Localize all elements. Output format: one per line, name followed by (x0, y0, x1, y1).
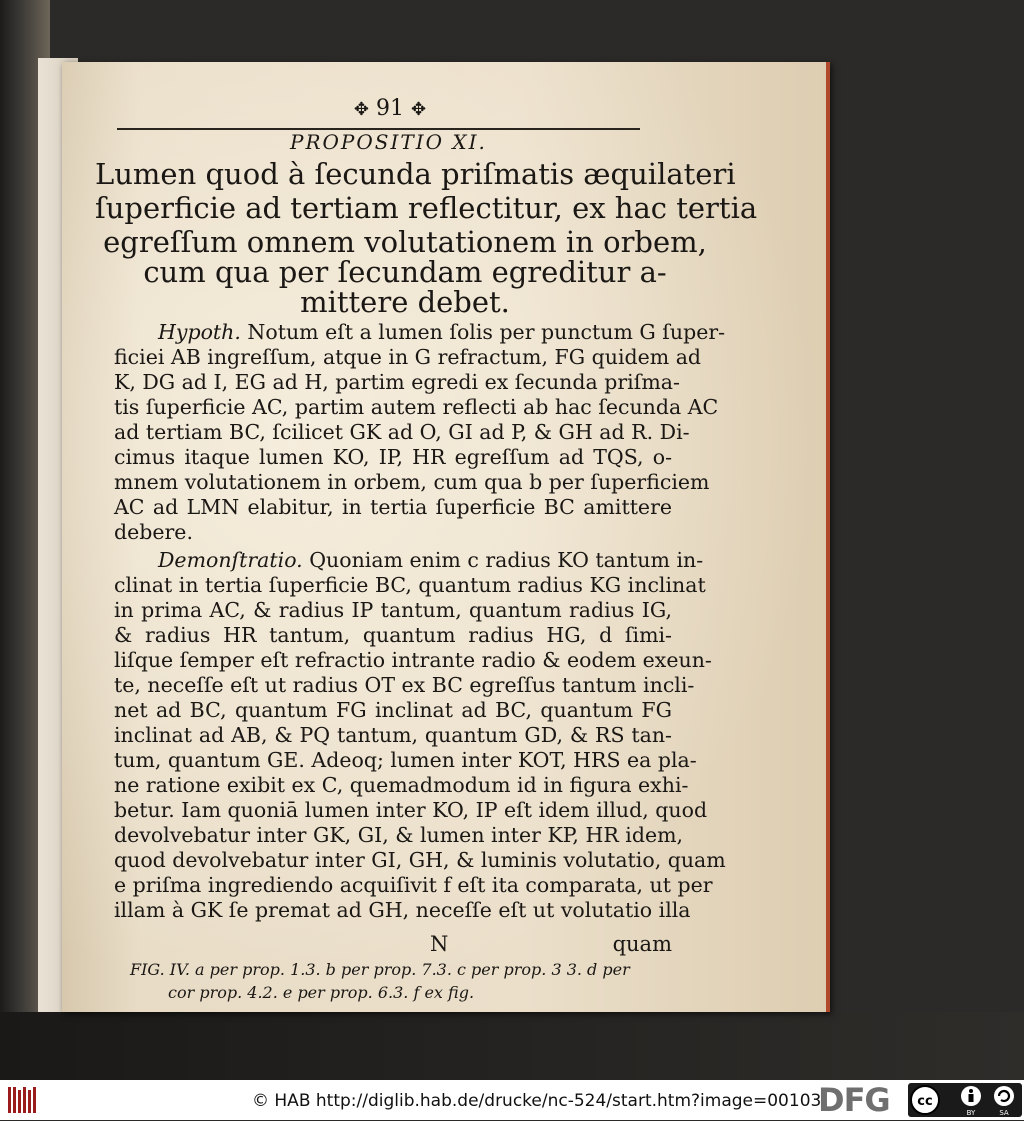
sa-label: SA (999, 1109, 1009, 1117)
hypothesis-first-line: Hypoth. Notum eſt a lumen ſolis per punctum G ſuper- (158, 320, 726, 344)
text-line: te, neceſſe eſt ut radius OT ex BC egreſſus tantum incli- (114, 673, 695, 697)
text-line: betur. Iam quoniā lumen inter KO, IP eſt idem illud, quod (114, 798, 708, 822)
title-line: cum qua per ſecundam egreditur a- (143, 255, 667, 289)
title-line: mittere debet. (300, 285, 510, 319)
text-line: tum, quantum GE. Adeoq; lumen inter KOT, HRS ea pla- (114, 748, 697, 772)
right-ornament-icon: ✥ (411, 99, 427, 120)
text-line: ad tertiam BC, ſcilicet GK ad O, GI ad P, & GH ad R. Di- (114, 420, 690, 444)
text-line: clinat in tertia ſuperficie BC, quantum radius KG inclinat (114, 573, 706, 597)
text-line: inclinat ad AB, & PQ tantum, quantum GD, & RS tan- (114, 723, 672, 747)
text-line: liſque ſemper eſt refractio intrante radio & eodem exeun- (114, 648, 712, 672)
text-line: net ad BC, quantum FG inclinat ad BC, quantum FG (114, 698, 672, 722)
creative-commons-badge[interactable] (908, 1083, 1022, 1117)
viewer-footer (0, 1080, 1024, 1120)
text-line: illam à GK ſe premat ad GH, neceſſe eſt ut volutatio illa (114, 898, 691, 922)
text-line: & radius HR tantum, quantum radius HG, d ſimi- (114, 623, 672, 647)
dfg-logo: DFG (818, 1081, 890, 1119)
text-line: in prima AC, & radius IP tantum, quantum radius IG, (114, 598, 672, 622)
catchword: quam (612, 932, 672, 956)
footnote-line: cor prop. 4.2. e per prop. 6.3. f ex fig. (168, 983, 475, 1002)
page-red-edge (826, 62, 830, 1012)
text-line: ficiei AB ingreſſum, atque in G refractum, FG quidem ad (114, 345, 702, 369)
proposition-heading: PROPOSITIO XI. (290, 130, 487, 154)
text-line: ne ratione exibit ex C, quemadmodum id in figura exhi- (114, 773, 689, 797)
by-label: BY (966, 1109, 976, 1117)
text-line: devolvebatur inter GK, GI, & lumen inter KP, HR idem, (114, 823, 684, 847)
catchword-row (114, 932, 672, 956)
text-line: quod devolvebatur inter GI, GH, & luminis volutatio, quam (114, 848, 726, 872)
text-line: K, DG ad I, EG ad H, partim egredi ex ſecunda priſma- (114, 370, 680, 394)
title-line: Lumen quod à ſecunda priſmatis æquilateri (95, 157, 736, 191)
scan-bottom-background (0, 1012, 1024, 1080)
hypothesis-label: Hypoth. (158, 320, 241, 344)
text-line: AC ad LMN elabitur, in tertia ſuperficie BC amittere (114, 495, 672, 519)
title-line: ſuperficie ad tertiam reflectitur, ex hac tertia (95, 191, 758, 225)
page-number: 91 (376, 96, 404, 121)
cc-by-sa-icon (908, 1083, 1022, 1117)
footnote-line: FIG. IV. a per prop. 1.3. b per prop. 7.3. c per prop. 3 3. d per (130, 960, 630, 979)
text-line: tis ſuperficie AC, partim autem reflecti ab hac ſecunda AC (114, 395, 719, 419)
page-number-header (330, 96, 450, 122)
text-line: debere. (114, 520, 193, 544)
cc-label: cc (917, 1094, 933, 1109)
demonstration-first-line: Demonſtratio. Quoniam enim c radius KO tantum in- (158, 548, 704, 572)
text-line: mnem volutationem in orbem, cum qua b per ſuperficiem (114, 470, 710, 494)
signature-mark: N (430, 932, 449, 956)
title-line: egreſſum omnem volutationem in orbem, (103, 225, 707, 259)
text-line: e priſma ingrediendo acquiſivit f eſt ita comparata, ut per (114, 873, 713, 897)
copyright-url[interactable]: © HAB http://diglib.hab.de/drucke/nc-524/start.htm?image=00103 (252, 1091, 822, 1111)
left-ornament-icon: ✥ (353, 99, 369, 120)
hab-logo-icon (6, 1084, 40, 1116)
text-line: cimus itaque lumen KO, IP, HR egreſſum ad TQS, o- (114, 445, 672, 469)
demonstration-label: Demonſtratio. (158, 548, 303, 572)
